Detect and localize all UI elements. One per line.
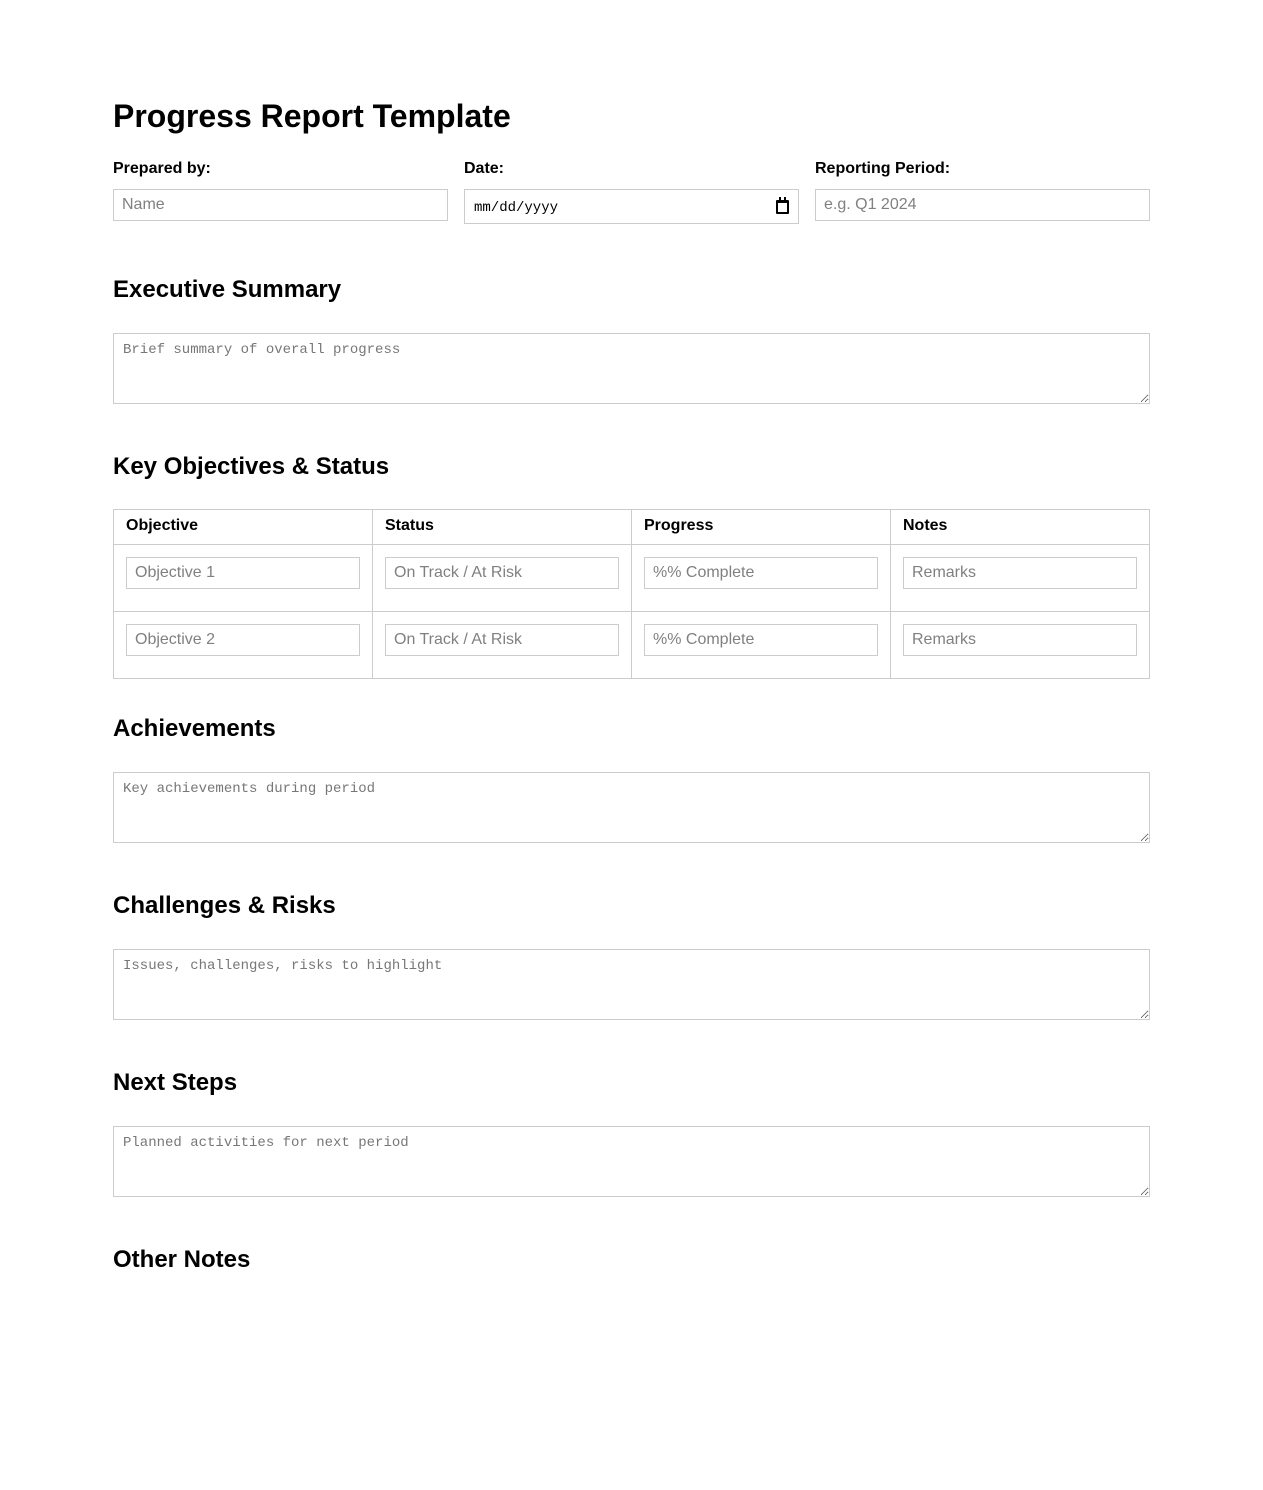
progress-report-page [113,0,1150,1274]
executive-summary-heading: Executive Summary [113,276,342,303]
date-input-value: mm/dd/yyyy [474,199,559,216]
status-input[interactable] [385,557,619,589]
objectives-table [113,509,1150,679]
table-row [114,545,1150,612]
column-header-status: Status [373,510,632,545]
status-cell [373,612,632,679]
notes-input[interactable] [903,624,1137,656]
reporting-period-label: Reporting Period: [815,160,951,177]
reporting-period-input[interactable] [815,189,1150,221]
notes-input[interactable] [903,557,1137,589]
date-label: Date: [464,160,505,177]
calendar-icon[interactable] [776,200,789,214]
report-meta-row [113,160,1150,224]
executive-summary-section [113,276,1150,404]
objective-input[interactable] [126,624,360,656]
reporting-period-field [815,160,1150,224]
notes-cell [891,545,1150,612]
prepared-by-input[interactable] [113,189,448,221]
challenges-risks-section [113,892,1150,1020]
date-field [464,160,799,224]
date-input[interactable] [464,189,799,224]
objective-cell [114,545,373,612]
achievements-textarea[interactable] [113,772,1150,843]
challenges-risks-textarea[interactable] [113,949,1150,1020]
other-notes-heading: Other Notes [113,1246,251,1273]
column-header-notes: Notes [891,510,1150,545]
status-cell [373,545,632,612]
prepared-by-field [113,160,448,224]
column-header-progress: Progress [632,510,891,545]
next-steps-textarea[interactable] [113,1126,1150,1197]
achievements-heading: Achievements [113,715,276,742]
table-row [114,612,1150,679]
progress-cell [632,545,891,612]
page-title: Progress Report Template [113,98,511,134]
executive-summary-textarea[interactable] [113,333,1150,404]
notes-cell [891,612,1150,679]
next-steps-section [113,1069,1150,1197]
objective-input[interactable] [126,557,360,589]
progress-input[interactable] [644,557,878,589]
objective-cell [114,612,373,679]
progress-input[interactable] [644,624,878,656]
column-header-objective: Objective [114,510,373,545]
progress-cell [632,612,891,679]
prepared-by-label: Prepared by: [113,160,211,177]
table-header-row [114,510,1150,545]
status-input[interactable] [385,624,619,656]
next-steps-heading: Next Steps [113,1069,238,1096]
achievements-section [113,715,1150,843]
key-objectives-section [113,453,1150,679]
challenges-risks-heading: Challenges & Risks [113,892,336,919]
other-notes-section [113,1246,1150,1274]
key-objectives-heading: Key Objectives & Status [113,453,390,480]
